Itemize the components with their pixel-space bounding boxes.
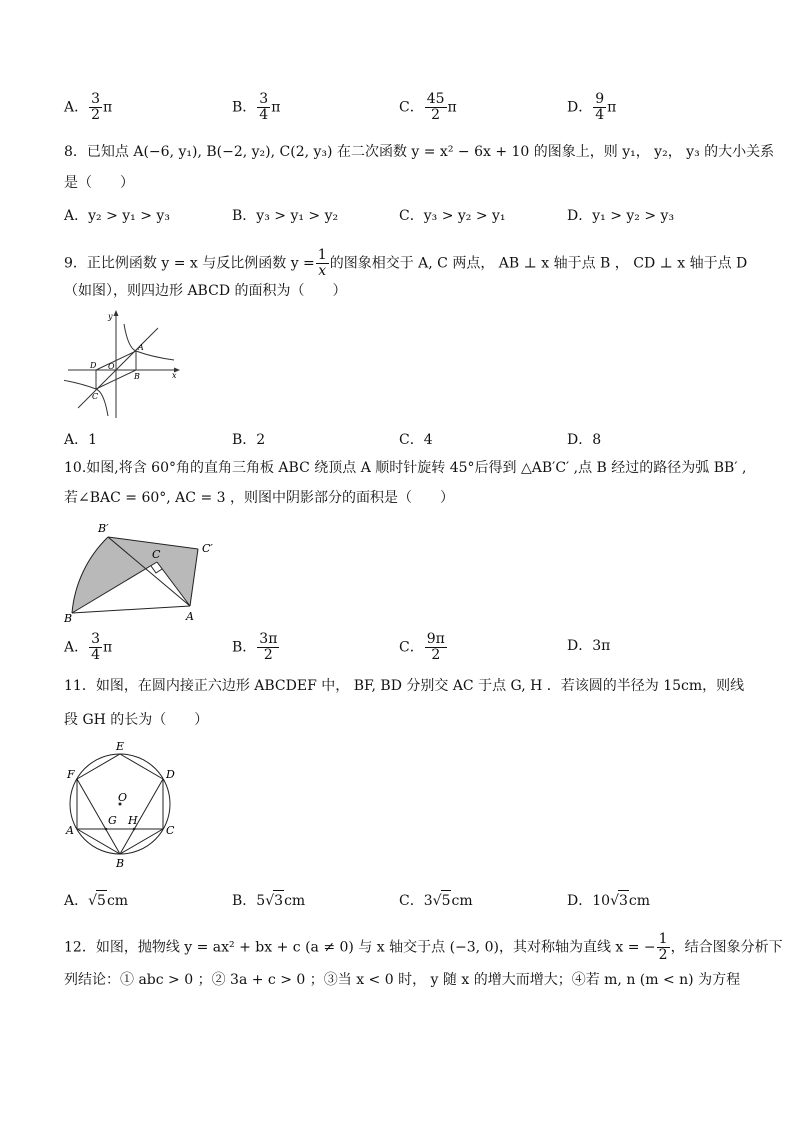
q12-fraction: $\frac{1}{2}$ xyxy=(658,931,668,963)
q9-option-a: A．1 xyxy=(64,432,98,448)
q11-label-D: D xyxy=(166,768,175,781)
q11-point-G xyxy=(105,828,108,831)
q11-label-O: O xyxy=(118,791,128,804)
q9-option-b: B．2 xyxy=(232,432,266,448)
q9-option-c: C．4 xyxy=(399,432,433,448)
q8-option-b: B．y₃ > y₁ > y₂ xyxy=(232,208,339,224)
q10-stem-line1: 10.如图,将含 60°角的直角三角板 ABC 绕顶点 A 顺时针旋转 45°后得到 △AB′C′ ,点 B 经过的路径为弧 BB′ , xyxy=(64,460,747,476)
q10-label-Cp: C′ xyxy=(202,542,213,555)
q11-option-d: D．10√3cm xyxy=(567,890,650,911)
q11-option-c: C．3√5cm xyxy=(399,890,473,911)
q11-point-H xyxy=(133,828,136,831)
q11-option-a: A．√5cm xyxy=(64,890,128,911)
q11-label-F: F xyxy=(67,768,75,781)
q11-label-C: C xyxy=(166,824,175,837)
q9-label-B: B xyxy=(134,372,140,381)
q7-option-b: B． $\frac{3}{4}$ π xyxy=(232,91,281,123)
q7-option-a: A． $\frac{3}{2}$ π xyxy=(64,91,113,123)
q8-option-a: A．y₂ > y₁ > y₃ xyxy=(64,208,170,224)
q11-stem-line1: 11．如图，在圆内接正六边形 ABCDEF 中， BF, BD 分别交 AC 于点 G, H ．若该圆的半径为 15cm，则线 xyxy=(64,678,745,694)
q8-stem-line1: 8．已知点 A(−6, y₁), B(−2, y₂), C(2, y₃) 在二次函数 y = x² − 6x + 10 的图象上，则 y₁， y₂， y₃ 的大小关系 xyxy=(64,144,775,160)
q11-stem-line2: 段 GH 的长为（ ） xyxy=(64,712,209,728)
q9-figure xyxy=(64,308,182,420)
q10-option-b: B． $\frac{3\pi}{2}$ xyxy=(232,631,278,663)
q10-label-Bp: B′ xyxy=(98,522,109,535)
q9-y-axis-arrow xyxy=(114,310,119,316)
q9-fraction: $\frac{1}{x}$ xyxy=(317,247,327,279)
q11-label-G: G xyxy=(108,814,117,827)
q9-label-x: x xyxy=(172,371,177,380)
q10-option-c: C． $\frac{9\pi}{2}$ xyxy=(399,631,445,663)
q10-option-a: A． $\frac{3}{4}$ π xyxy=(64,631,113,663)
q11-label-A: A xyxy=(66,824,74,837)
q9-label-D: D xyxy=(90,361,97,370)
q10-figure xyxy=(60,516,230,626)
q7-option-d: D． $\frac{9}{4}$ π xyxy=(567,91,617,123)
q11-figure xyxy=(62,736,188,872)
q12-stem-line1: 12．如图，抛物线 y = ax² + bx + c (a ≠ 0) 与 x 轴交于点 (−3, 0)，其对称轴为直线 x = − $\frac{1}{2}$ ，结合图象分析下 xyxy=(64,931,783,963)
q7-option-c: C． $\frac{45}{2}$ π xyxy=(399,91,457,123)
q9-label-C: C xyxy=(92,392,99,401)
q9-label-A: A xyxy=(138,343,144,352)
q11-label-E: E xyxy=(116,740,125,753)
q9-label-y: y xyxy=(108,312,113,321)
q8-option-d: D．y₁ > y₂ > y₃ xyxy=(567,208,675,224)
q9-option-d: D．8 xyxy=(567,432,602,448)
q9-hyperbola-left xyxy=(64,380,108,416)
q8-option-c: C．y₃ > y₂ > y₁ xyxy=(399,208,506,224)
q10-option-d: D．3π xyxy=(567,638,611,654)
q11-label-H: H xyxy=(128,814,138,827)
q11-label-B: B xyxy=(116,857,125,870)
q12-stem-line2: 列结论：① abc > 0 ；② 3a + c > 0 ；③当 x < 0 时， y 随 x 的增大而增大；④若 m, n (m < n) 为方程 xyxy=(64,972,741,988)
q9-stem-line1: 9．正比例函数 y = x 与反比例函数 y = $\frac{1}{x}$ 的图象相交于 A, C 两点， AB ⊥ x 轴于点 B ， CD ⊥ x 轴于点 D xyxy=(64,247,748,279)
q10-label-B: B xyxy=(64,612,73,625)
q8-stem-line2: 是（ ） xyxy=(64,175,134,191)
q11-option-b: B．5√3cm xyxy=(232,890,305,911)
q9-label-O: O xyxy=(108,362,115,371)
q10-label-C: C xyxy=(152,548,161,561)
q9-stem-line2: （如图），则四边形 ABCD 的面积为（ ） xyxy=(64,283,347,299)
q10-stem-line2: 若∠BAC = 60°, AC = 3 ，则图中阴影部分的面积是（ ） xyxy=(64,490,454,506)
q10-label-A: A xyxy=(186,610,194,623)
